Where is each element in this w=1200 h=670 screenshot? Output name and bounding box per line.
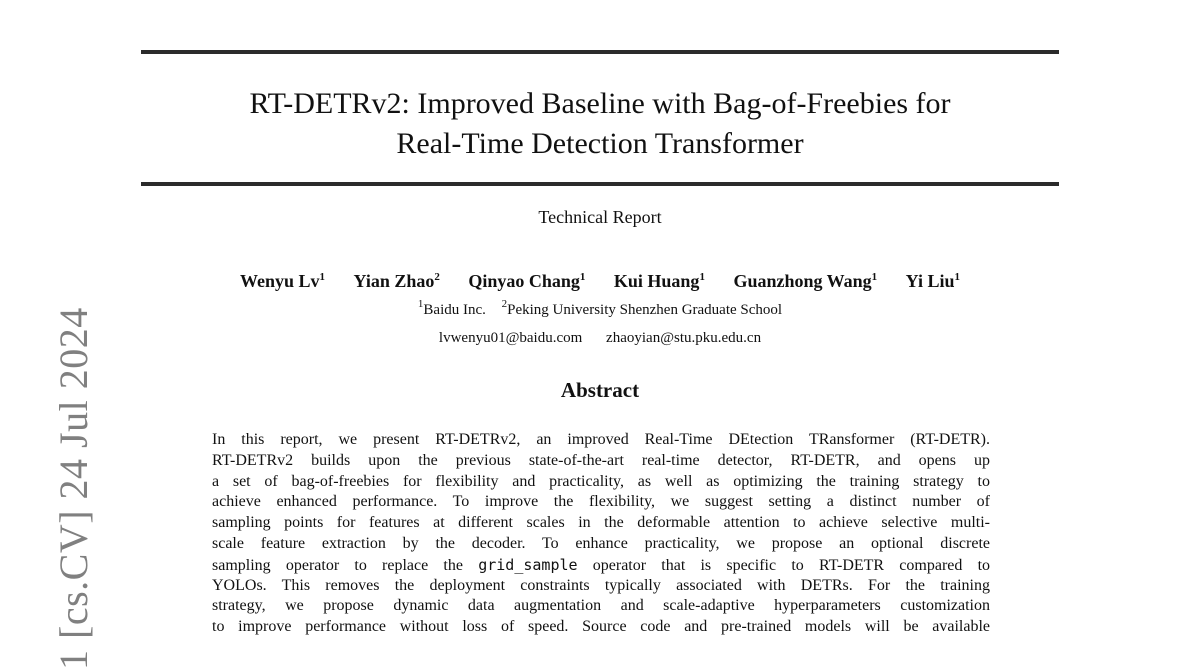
arxiv-stamp: 1 [cs.CV] 24 Jul 2024 (51, 307, 96, 670)
affiliation-mark: 1 (954, 271, 961, 283)
title-bottom-rule (141, 182, 1059, 186)
author-name: Yian Zhao (353, 271, 435, 291)
affiliations (0, 298, 1200, 319)
author (240, 271, 325, 291)
abstract-line (212, 555, 990, 576)
abstract-text: sampling operator to replace the (212, 556, 463, 574)
author-list (0, 271, 1200, 292)
affiliation-mark: 1 (699, 271, 705, 283)
affiliation-mark: 1 (417, 298, 424, 310)
affiliation-mark: 1 (319, 271, 325, 283)
affiliation-mark: 1 (579, 271, 586, 283)
author-name: Wenyu Lv (239, 271, 320, 291)
abstract-line: a set of bag-of-freebies for flexibility and practicality, as well as optimizing the training strategy to (212, 472, 990, 490)
abstract-line: scale feature extraction by the decoder. To enhance practicality, we propose an optional discrete (212, 534, 990, 552)
contact-emails (0, 330, 1200, 347)
report-type: Technical Report (538, 207, 662, 227)
affiliation-mark: 1 (871, 271, 878, 283)
email-link[interactable]: zhaoyian@stu.pku.edu.cn (606, 330, 762, 346)
author-name: Kui Huang (613, 271, 700, 291)
author (614, 271, 705, 291)
author (733, 271, 877, 291)
author (906, 271, 960, 291)
affiliation-name: Peking University Shenzhen Graduate School (507, 302, 783, 318)
abstract-body (212, 430, 990, 638)
affiliation (417, 298, 486, 318)
abstract-line: to improve performance without loss of speed. Source code and pre-trained models will be available (212, 618, 990, 636)
paper-title (141, 84, 1059, 164)
abstract-line: strategy, we propose dynamic data augmentation and scale-adaptive hyperparameters customization (212, 597, 990, 615)
abstract-text: operator that is specific to RT-DETR compared to (592, 556, 991, 574)
affiliation-name: Baidu Inc. (423, 302, 486, 318)
affiliation (501, 298, 783, 318)
title-line-1: RT-DETRv2: Improved Baseline with Bag-of-Freebies for (249, 87, 951, 120)
author-name: Yi Liu (905, 271, 955, 291)
author-name: Qinyao Chang (468, 271, 580, 291)
abstract-line: YOLOs. This removes the deployment constraints typically associated with DETRs. For the training (212, 576, 990, 594)
abstract-heading: Abstract (560, 378, 640, 402)
author (468, 271, 585, 291)
affiliation-mark: 2 (434, 271, 440, 283)
email-link[interactable]: lvwenyu01@baidu.com (438, 330, 583, 346)
abstract-line: achieve enhanced performance. To improve the flexibility, we suggest setting a distinct number of (212, 493, 990, 511)
title-line-2: Real-Time Detection Transformer (396, 127, 804, 160)
abstract-line: sampling points for features at different scales in the deformable attention to achieve selective multi- (212, 514, 990, 532)
abstract-line: In this report, we present RT-DETRv2, an improved Real-Time DEtection TRansformer (RT-DETR). (212, 431, 990, 448)
title-top-rule (141, 50, 1059, 54)
abstract-line: RT-DETRv2 builds upon the previous state-of-the-art real-time detector, RT-DETR, and opens up (212, 451, 990, 469)
author (353, 271, 439, 291)
code-term: grid_sample (478, 555, 578, 574)
author-name: Guanzhong Wang (733, 271, 872, 291)
affiliation-mark: 2 (501, 298, 508, 310)
